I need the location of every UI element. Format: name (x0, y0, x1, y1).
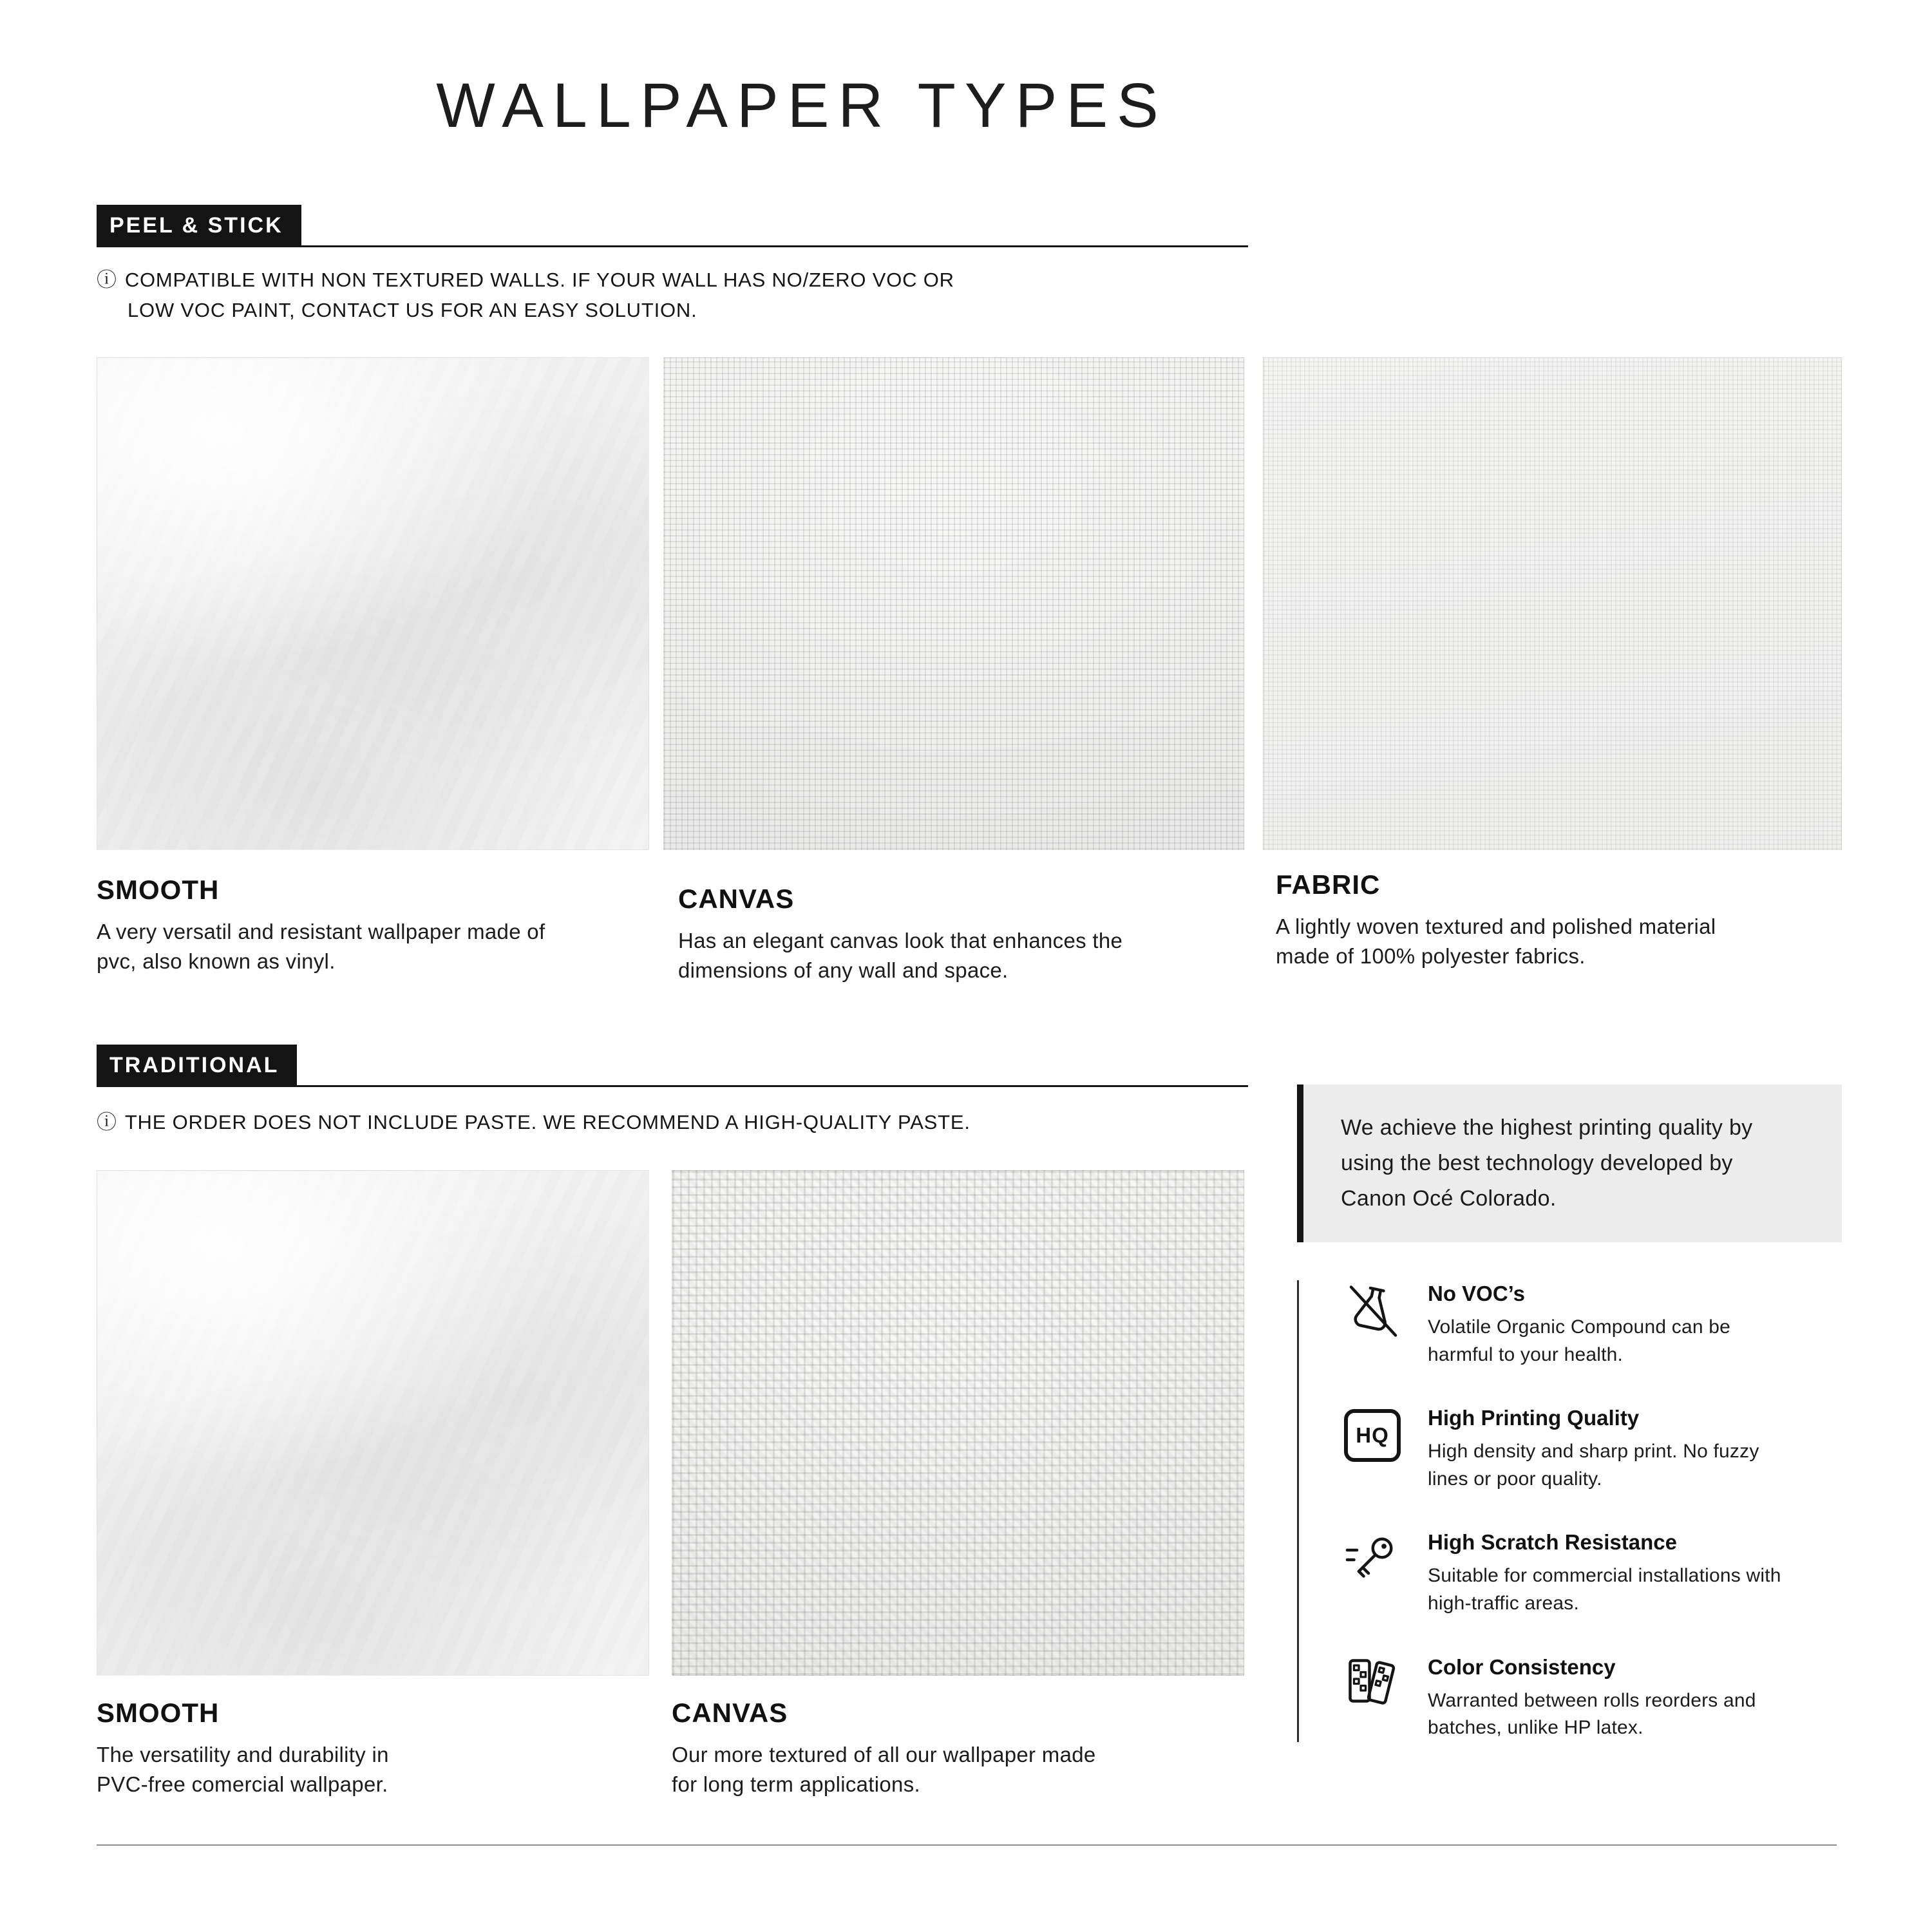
peel-stick-canvas-caption (678, 884, 1168, 985)
traditional-section-header (97, 1045, 1248, 1087)
feature-title: No VOC’s (1428, 1282, 1525, 1305)
no-voc-icon (1341, 1280, 1403, 1342)
type-description-smooth-traditional: The versatility and durability in PVC-free comercial wallpaper. (97, 1743, 389, 1796)
page-title: WALLPAPER TYPES (436, 70, 1168, 140)
type-description-smooth: A very versatil and resistant wallpaper made of pvc, also known as vinyl. (97, 920, 545, 973)
feature-high-printing-quality (1341, 1405, 1880, 1493)
feature-description: Suitable for commercial installations with high-traffic areas. (1428, 1565, 1781, 1614)
type-name-canvas: CANVAS (678, 884, 795, 914)
peel-stick-fabric-caption (1276, 869, 1727, 971)
type-name-smooth: SMOOTH (97, 875, 220, 905)
feature-title: High Printing Quality (1428, 1406, 1640, 1430)
color-consistency-icon (1341, 1654, 1403, 1716)
peel-stick-note-text: COMPATIBLE WITH NON TEXTURED WALLS. IF YOUR WALL HAS NO/ZERO VOC OR LOW VOC PAINT, CONTACT US FOR AN EASY SOLUTION. (124, 269, 954, 321)
type-description-canvas-traditional: Our more textured of all our wallpaper made for long term applications. (672, 1743, 1096, 1796)
traditional-canvas-swatch (672, 1170, 1244, 1676)
feature-color-consistency (1341, 1654, 1880, 1742)
feature-no-voc-text (1428, 1280, 1763, 1368)
feature-no-voc (1341, 1280, 1880, 1368)
feature-title: High Scratch Resistance (1428, 1530, 1677, 1555)
traditional-canvas-caption (672, 1698, 1122, 1799)
feature-description: Warranted between rolls reorders and batches, unlike HP latex. (1428, 1689, 1756, 1739)
scratch-resistance-icon (1341, 1529, 1403, 1591)
hq-icon-label: HQ (1344, 1409, 1401, 1462)
traditional-note-text: THE ORDER DOES NOT INCLUDE PASTE. WE RECOMMEND A HIGH-QUALITY PASTE. (124, 1111, 971, 1133)
peel-stick-section-label: PEEL & STICK (97, 205, 301, 245)
feature-color-text (1428, 1654, 1801, 1742)
type-name-fabric: FABRIC (1276, 869, 1381, 900)
feature-hq-text (1428, 1405, 1763, 1493)
type-description-canvas: Has an elegant canvas look that enhances the dimensions of any wall and space. (678, 929, 1123, 982)
peel-stick-note (97, 265, 984, 325)
feature-description: High density and sharp print. No fuzzy lines or poor quality. (1428, 1441, 1759, 1490)
traditional-smooth-swatch (97, 1170, 649, 1676)
bottom-divider (97, 1844, 1837, 1846)
printing-quality-text: We achieve the highest printing quality by using the best technology developed by Canon Océ Colorado. (1341, 1115, 1753, 1211)
info-icon: ⓘ (97, 269, 117, 291)
type-name-smooth-traditional: SMOOTH (97, 1698, 220, 1728)
peel-stick-smooth-swatch (97, 357, 649, 850)
peel-stick-fabric-swatch (1263, 357, 1842, 850)
traditional-smooth-caption (97, 1698, 444, 1799)
feature-title: Color Consistency (1428, 1654, 1616, 1679)
traditional-note (97, 1108, 1261, 1138)
type-name-canvas-traditional: CANVAS (672, 1698, 788, 1728)
info-icon: ⓘ (97, 1111, 117, 1133)
peel-stick-section-header (97, 205, 1248, 247)
printing-quality-callout (1297, 1084, 1842, 1242)
feature-scratch-text (1428, 1529, 1821, 1617)
traditional-section-label: TRADITIONAL (97, 1045, 297, 1085)
peel-stick-smooth-caption (97, 875, 560, 976)
feature-scratch-resistance (1341, 1529, 1880, 1617)
features-list (1297, 1280, 1880, 1742)
type-description-fabric: A lightly woven textured and polished material made of 100% polyester fabrics. (1276, 914, 1716, 968)
feature-description: Volatile Organic Compound can be harmful to your health. (1428, 1316, 1731, 1365)
hq-icon (1341, 1405, 1403, 1466)
peel-stick-canvas-swatch (663, 357, 1244, 850)
